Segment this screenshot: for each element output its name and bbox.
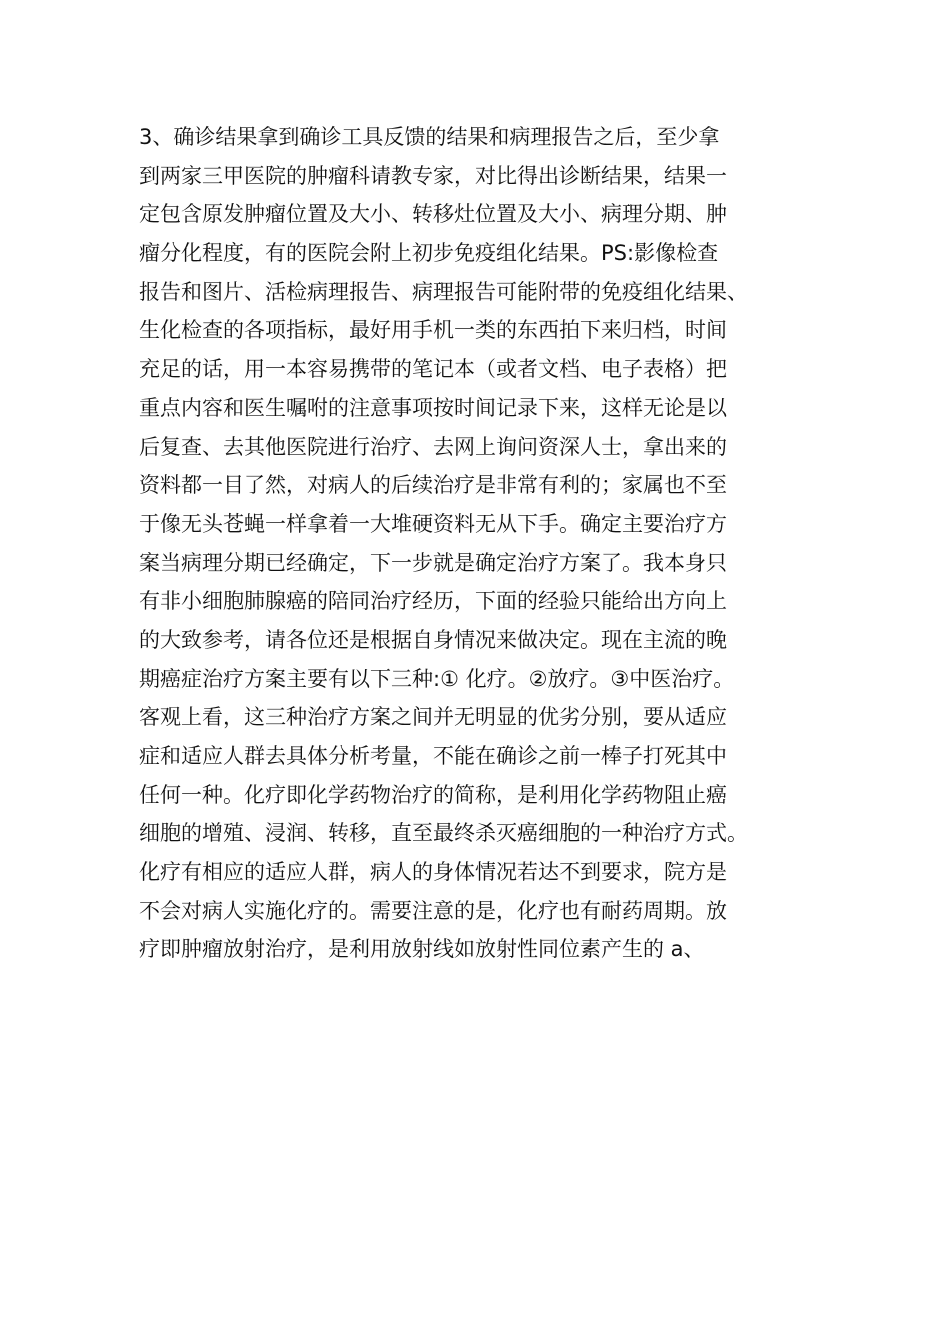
text-line-9: 后复查、去其他医院进行治疗、去网上询问资深人士，拿出来的 <box>139 434 727 459</box>
text-line-7: 充足的话，用一本容易携带的笔记本（或者文档、电子表格）把 <box>139 357 727 382</box>
text-line-8: 重点内容和医生嘱咐的注意事项按时间记录下来，这样无论是以 <box>139 395 727 420</box>
text-line-16: 客观上看，这三种治疗方案之间并无明显的优劣分别，要从适应 <box>139 705 727 730</box>
text-line-12: 案当病理分期已经确定，下一步就是确定治疗方案了。我本身只 <box>139 550 727 575</box>
text-line-22: 疗即肿瘤放射治疗，是利用放射线如放射性同位素产生的 a、 <box>139 937 705 962</box>
text-line-11: 于像无头苍蝇一样拿着一大堆硬资料无从下手。确定主要治疗方 <box>139 511 727 536</box>
text-line-18: 任何一种。化疗即化学药物治疗的简称，是利用化学药物阻止癌 <box>139 782 727 807</box>
text-line-2: 到两家三甲医院的肿瘤科请教专家，对比得出诊断结果，结果一 <box>139 163 727 188</box>
text-line-13: 有非小细胞肺腺癌的陪同治疗经历，下面的经验只能给出方向上 <box>139 589 727 614</box>
text-line-20: 化疗有相应的适应人群，病人的身体情况若达不到要求，院方是 <box>139 860 727 885</box>
text-line-14: 的大致参考，请各位还是根据自身情况来做决定。现在主流的晚 <box>139 627 727 652</box>
text-line-17: 症和适应人群去具体分析考量，不能在确诊之前一棒子打死其中 <box>139 744 727 768</box>
text-line-3: 定包含原发肿瘤位置及大小、转移灶位置及大小、病理分期、肿 <box>139 202 727 227</box>
text-line-19: 细胞的增殖、浸润、转移，直至最终杀灭癌细胞的一种治疗方式。 <box>139 821 748 846</box>
text-line-6: 生化检查的各项指标，最好用手机一类的东西拍下来归档，时间 <box>139 318 727 343</box>
body-text <box>139 118 839 969</box>
text-line-15: 期癌症治疗方案主要有以下三种:① 化疗。②放疗。③中医治疗。 <box>139 666 735 691</box>
text-line-21: 不会对病人实施化疗的。需要注意的是，化疗也有耐药周期。放 <box>139 898 727 923</box>
text-line-10: 资料都一目了然，对病人的后续治疗是非常有利的；家属也不至 <box>139 473 727 498</box>
text-line-1: 3、确诊结果拿到确诊工具反馈的结果和病理报告之后，至少拿 <box>139 125 720 149</box>
text-line-4: 瘤分化程度，有的医院会附上初步免疫组化结果。PS:影像检查 <box>139 241 719 266</box>
text-line-5: 报告和图片、活检病理报告、病理报告可能附带的免疫组化结果、 <box>139 279 748 304</box>
